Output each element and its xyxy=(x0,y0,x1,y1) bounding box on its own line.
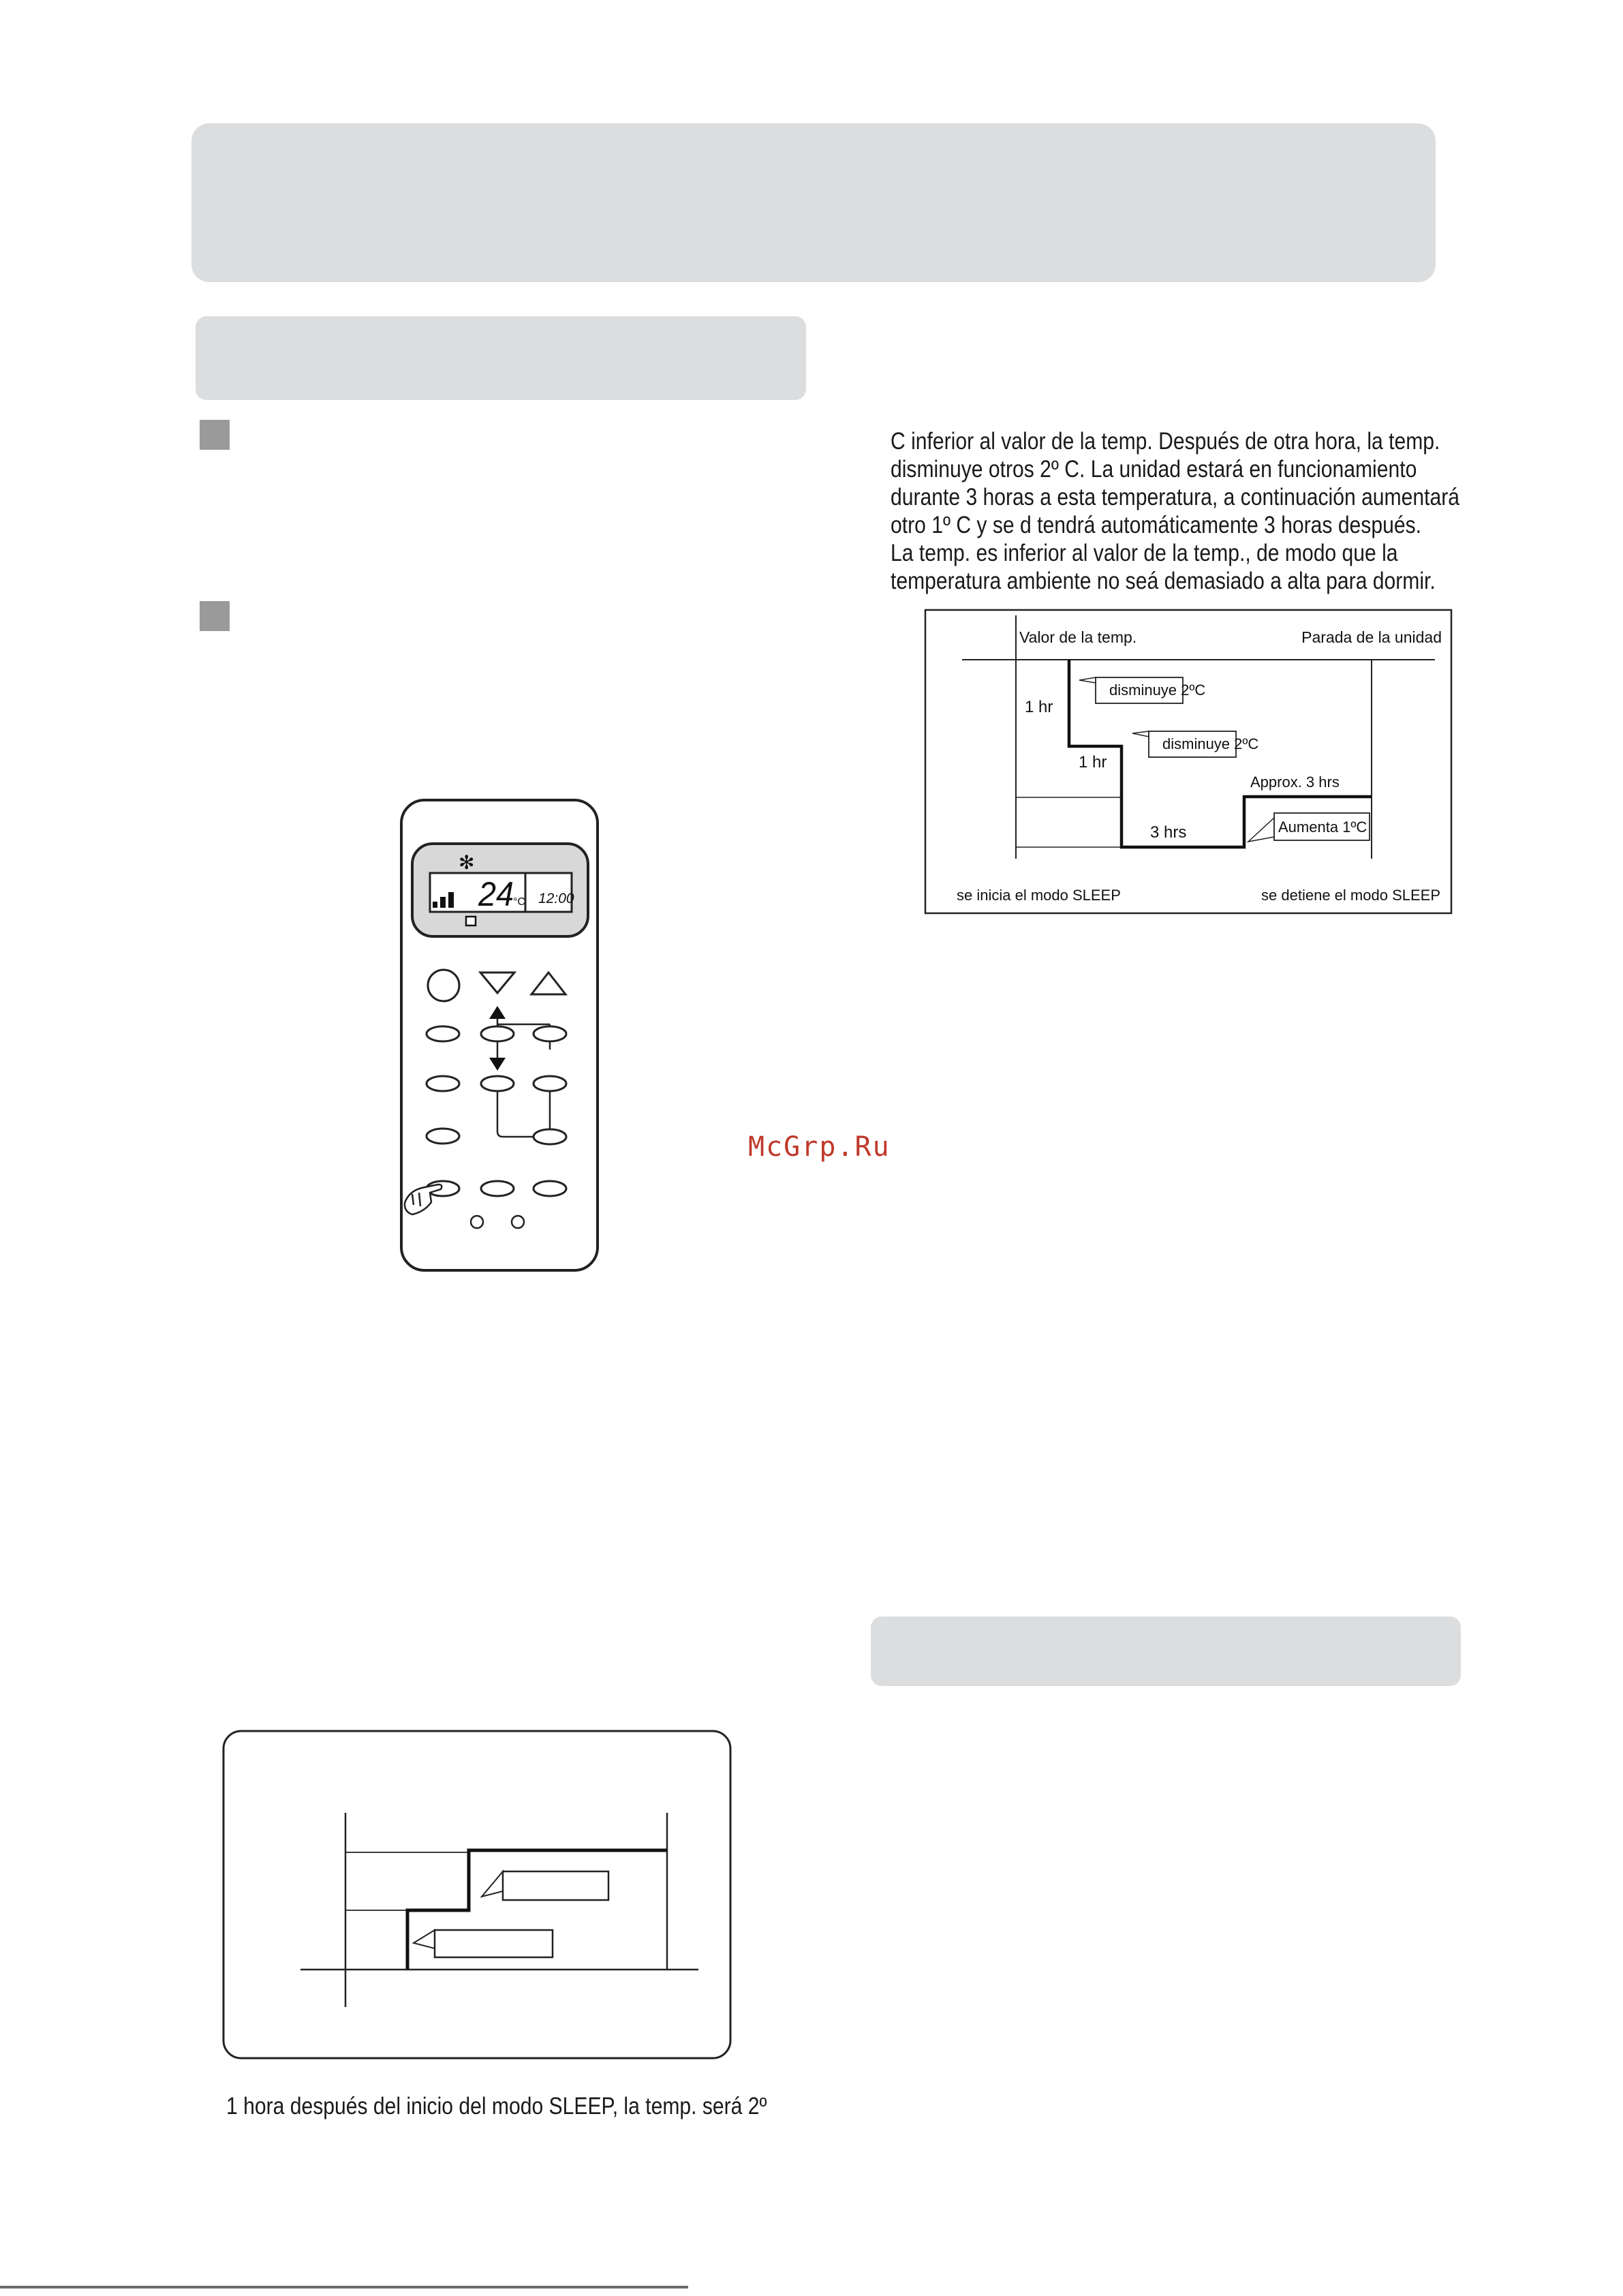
sleep-end-label: se detiene el modo SLEEP xyxy=(1261,887,1440,904)
paragraph-line: disminuye otros 2º C. La unidad estará en funcionamiento xyxy=(891,456,1417,483)
remote-button[interactable] xyxy=(481,1181,514,1196)
sleep-description-paragraph xyxy=(891,427,1459,595)
sleep-curve-diagram xyxy=(221,1729,732,2062)
display-clock: 12:00 xyxy=(538,891,574,906)
watermark: McGrp.Ru xyxy=(748,1131,891,1163)
paragraph-line: La temp. es inferior al valor de la temp., de modo que la xyxy=(891,540,1398,566)
remote-button[interactable] xyxy=(534,1076,566,1091)
paragraph-line: temperatura ambiente no seá demasiado a alta para dormir. xyxy=(891,568,1436,594)
step1-note: disminuye 2ºC xyxy=(1109,682,1206,699)
paragraph-line: otro 1º C y se d tendrá automáticamente 3 horas después. xyxy=(891,512,1421,538)
setpoint-label: Valor de la temp. xyxy=(1019,628,1137,646)
power-button[interactable] xyxy=(428,970,459,1001)
sleep-start-label: se inicia el modo SLEEP xyxy=(957,887,1121,904)
step2-time-label: 1 hr xyxy=(1079,753,1107,771)
remote-small-button[interactable] xyxy=(471,1216,483,1228)
approx-hold-label: Approx. 3 hrs xyxy=(1250,774,1340,791)
remote-button[interactable] xyxy=(534,1129,566,1144)
hold-time-label: 3 hrs xyxy=(1150,823,1187,842)
bullet-square-2 xyxy=(200,601,230,631)
remote-button[interactable] xyxy=(427,1076,459,1091)
section-heading-right xyxy=(871,1617,1461,1686)
header-banner xyxy=(191,123,1436,282)
step1-time-label: 1 hr xyxy=(1025,698,1053,716)
remote-button[interactable] xyxy=(534,1026,566,1041)
remote-button[interactable] xyxy=(427,1026,459,1041)
paragraph-line: durante 3 horas a esta temperatura, a continuación aumentará xyxy=(891,484,1459,510)
fan-icon: ✻ xyxy=(459,852,475,873)
display-unit: °C xyxy=(513,896,525,908)
footer-rule xyxy=(0,2286,688,2289)
unit-stop-label: Parada de la unidad xyxy=(1301,628,1442,646)
remote-button[interactable] xyxy=(481,1026,514,1041)
remote-control-illustration xyxy=(399,797,603,1274)
display-temperature: 24 xyxy=(478,875,514,913)
step2-note: disminuye 2ºC xyxy=(1162,735,1259,752)
remote-button[interactable] xyxy=(481,1076,514,1091)
bottom-caption: 1 hora después del inicio del modo SLEEP, la temp. será 2º xyxy=(226,2093,767,2119)
remote-button[interactable] xyxy=(427,1129,459,1144)
rise-note: Aumenta 1ºC xyxy=(1278,818,1367,836)
paragraph-line: C inferior al valor de la temp. Después de otra hora, la temp. xyxy=(891,428,1440,455)
section-heading-left xyxy=(196,316,806,400)
sleep-mode-chart xyxy=(924,609,1454,915)
remote-button[interactable] xyxy=(534,1181,566,1196)
bullet-square-1 xyxy=(200,420,230,450)
remote-small-button[interactable] xyxy=(512,1216,524,1228)
